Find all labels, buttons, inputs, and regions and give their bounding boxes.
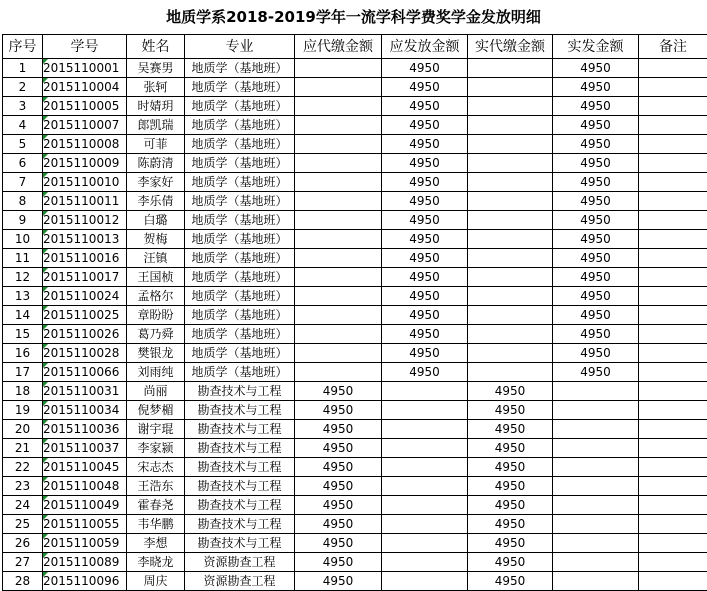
cell-act-issue[interactable] [553, 458, 639, 477]
cell-major[interactable]: 勘查技术与工程 [185, 496, 295, 515]
cell-act-issue[interactable] [553, 572, 639, 591]
cell-due-issue[interactable] [382, 458, 468, 477]
cell-student-id[interactable]: 2015110028 [43, 344, 127, 363]
cell-act-pay[interactable] [468, 135, 553, 154]
cell-due-pay[interactable] [295, 325, 382, 344]
cell-act-issue[interactable] [553, 477, 639, 496]
cell-student-id[interactable]: 2015110037 [43, 439, 127, 458]
cell-act-pay[interactable] [468, 211, 553, 230]
cell-note[interactable] [639, 135, 707, 154]
cell-major[interactable]: 勘查技术与工程 [185, 458, 295, 477]
cell-due-issue[interactable]: 4950 [382, 135, 468, 154]
cell-act-pay[interactable]: 4950 [468, 382, 553, 401]
cell-due-issue[interactable] [382, 382, 468, 401]
cell-name[interactable]: 李想 [127, 534, 185, 553]
cell-act-pay[interactable]: 4950 [468, 439, 553, 458]
cell-due-pay[interactable] [295, 287, 382, 306]
cell-act-issue[interactable] [553, 420, 639, 439]
table-row [3, 344, 707, 363]
cell-name[interactable]: 霍春尧 [127, 496, 185, 515]
cell-major[interactable]: 地质学（基地班） [185, 192, 295, 211]
cell-note[interactable] [639, 268, 707, 287]
cell-due-pay[interactable] [295, 78, 382, 97]
cell-note[interactable] [639, 401, 707, 420]
cell-note[interactable] [639, 97, 707, 116]
cell-act-issue[interactable]: 4950 [553, 287, 639, 306]
cell-due-pay[interactable]: 4950 [295, 420, 382, 439]
cell-no[interactable]: 9 [3, 211, 43, 230]
table-row [3, 515, 707, 534]
cell-due-pay[interactable] [295, 192, 382, 211]
cell-note[interactable] [639, 211, 707, 230]
cell-major[interactable]: 地质学（基地班） [185, 59, 295, 78]
cell-due-pay[interactable] [295, 230, 382, 249]
cell-major[interactable]: 勘查技术与工程 [185, 515, 295, 534]
table-row [3, 496, 707, 515]
cell-student-id[interactable]: 2015110025 [43, 306, 127, 325]
cell-major[interactable]: 地质学（基地班） [185, 154, 295, 173]
cell-note[interactable] [639, 287, 707, 306]
cell-name[interactable]: 葛乃舜 [127, 325, 185, 344]
cell-no[interactable]: 23 [3, 477, 43, 496]
cell-act-issue[interactable] [553, 401, 639, 420]
cell-due-pay[interactable]: 4950 [295, 401, 382, 420]
cell-major[interactable]: 地质学（基地班） [185, 325, 295, 344]
header-name[interactable]: 姓名 [127, 35, 185, 59]
cell-note[interactable] [639, 515, 707, 534]
cell-due-pay[interactable]: 4950 [295, 553, 382, 572]
cell-major[interactable]: 地质学（基地班） [185, 306, 295, 325]
cell-note[interactable] [639, 382, 707, 401]
cell-act-pay[interactable] [468, 173, 553, 192]
cell-student-id[interactable]: 2015110026 [43, 325, 127, 344]
cell-note[interactable] [639, 173, 707, 192]
cell-student-id[interactable]: 2015110016 [43, 249, 127, 268]
cell-act-pay[interactable] [468, 306, 553, 325]
cell-due-pay[interactable]: 4950 [295, 534, 382, 553]
cell-student-id[interactable]: 2015110007 [43, 116, 127, 135]
cell-student-id[interactable]: 2015110011 [43, 192, 127, 211]
cell-name[interactable]: 李家颍 [127, 439, 185, 458]
cell-act-issue[interactable]: 4950 [553, 78, 639, 97]
cell-act-pay[interactable] [468, 154, 553, 173]
cell-student-id[interactable]: 2015110024 [43, 287, 127, 306]
cell-name[interactable]: 刘雨纯 [127, 363, 185, 382]
cell-major[interactable]: 地质学（基地班） [185, 135, 295, 154]
cell-due-issue[interactable]: 4950 [382, 287, 468, 306]
cell-name[interactable]: 李家好 [127, 173, 185, 192]
cell-major[interactable]: 地质学（基地班） [185, 211, 295, 230]
cell-name[interactable]: 孟格尔 [127, 287, 185, 306]
cell-no[interactable]: 1 [3, 59, 43, 78]
cell-no[interactable]: 7 [3, 173, 43, 192]
cell-act-pay[interactable] [468, 59, 553, 78]
table-row [3, 534, 707, 553]
cell-due-pay[interactable] [295, 59, 382, 78]
cell-due-issue[interactable]: 4950 [382, 59, 468, 78]
cell-act-issue[interactable]: 4950 [553, 135, 639, 154]
table-row [3, 59, 707, 78]
cell-name[interactable]: 贺梅 [127, 230, 185, 249]
cell-act-pay[interactable] [468, 268, 553, 287]
cell-name[interactable]: 倪梦楣 [127, 401, 185, 420]
cell-note[interactable] [639, 116, 707, 135]
cell-name[interactable]: 周庆 [127, 572, 185, 591]
cell-act-pay[interactable] [468, 249, 553, 268]
table-row [3, 382, 707, 401]
cell-act-pay[interactable]: 4950 [468, 553, 553, 572]
cell-no[interactable]: 21 [3, 439, 43, 458]
cell-act-issue[interactable]: 4950 [553, 211, 639, 230]
cell-act-pay[interactable] [468, 78, 553, 97]
cell-name[interactable]: 陈蔚清 [127, 154, 185, 173]
cell-due-pay[interactable] [295, 249, 382, 268]
cell-act-issue[interactable]: 4950 [553, 59, 639, 78]
cell-student-id[interactable]: 2015110010 [43, 173, 127, 192]
cell-act-issue[interactable]: 4950 [553, 268, 639, 287]
cell-major[interactable]: 勘查技术与工程 [185, 420, 295, 439]
cell-act-pay[interactable] [468, 116, 553, 135]
table-row [3, 439, 707, 458]
cell-student-id[interactable]: 2015110008 [43, 135, 127, 154]
cell-no[interactable]: 4 [3, 116, 43, 135]
cell-note[interactable] [639, 249, 707, 268]
cell-major[interactable]: 地质学（基地班） [185, 287, 295, 306]
cell-no[interactable]: 5 [3, 135, 43, 154]
header-act-issue[interactable]: 实发金额 [553, 35, 639, 59]
cell-act-pay[interactable] [468, 230, 553, 249]
cell-no[interactable]: 16 [3, 344, 43, 363]
cell-due-issue[interactable]: 4950 [382, 192, 468, 211]
cell-major[interactable]: 地质学（基地班） [185, 249, 295, 268]
cell-student-id[interactable]: 2015110034 [43, 401, 127, 420]
header-note[interactable]: 备注 [639, 35, 707, 59]
cell-act-issue[interactable]: 4950 [553, 154, 639, 173]
cell-due-issue[interactable]: 4950 [382, 78, 468, 97]
cell-due-issue[interactable]: 4950 [382, 249, 468, 268]
scholarship-table [2, 34, 707, 591]
cell-name[interactable]: 尚丽 [127, 382, 185, 401]
cell-no[interactable]: 24 [3, 496, 43, 515]
cell-major[interactable]: 勘查技术与工程 [185, 401, 295, 420]
cell-no[interactable]: 14 [3, 306, 43, 325]
cell-name[interactable]: 李晓龙 [127, 553, 185, 572]
cell-student-id[interactable]: 2015110066 [43, 363, 127, 382]
cell-name[interactable]: 章盼盼 [127, 306, 185, 325]
cell-note[interactable] [639, 553, 707, 572]
cell-act-issue[interactable]: 4950 [553, 325, 639, 344]
table-row [3, 268, 707, 287]
cell-act-pay[interactable]: 4950 [468, 458, 553, 477]
cell-student-id[interactable]: 2015110017 [43, 268, 127, 287]
cell-act-pay[interactable]: 4950 [468, 420, 553, 439]
cell-due-pay[interactable]: 4950 [295, 515, 382, 534]
cell-student-id[interactable]: 2015110031 [43, 382, 127, 401]
cell-name[interactable]: 谢宇琨 [127, 420, 185, 439]
cell-act-issue[interactable] [553, 439, 639, 458]
cell-note[interactable] [639, 344, 707, 363]
cell-due-issue[interactable] [382, 420, 468, 439]
cell-student-id[interactable]: 2015110005 [43, 97, 127, 116]
cell-act-pay[interactable]: 4950 [468, 496, 553, 515]
cell-student-id[interactable]: 2015110012 [43, 211, 127, 230]
table-row [3, 458, 707, 477]
table-row [3, 477, 707, 496]
cell-due-issue[interactable] [382, 401, 468, 420]
cell-note[interactable] [639, 325, 707, 344]
cell-act-issue[interactable]: 4950 [553, 97, 639, 116]
sheet-title: 地质学系2018-2019学年一流学科学费奖学金发放明细 [0, 0, 707, 34]
cell-note[interactable] [639, 230, 707, 249]
cell-major[interactable]: 地质学（基地班） [185, 97, 295, 116]
header-no[interactable]: 序号 [3, 35, 43, 59]
cell-due-issue[interactable]: 4950 [382, 325, 468, 344]
cell-major[interactable]: 地质学（基地班） [185, 173, 295, 192]
cell-student-id[interactable]: 2015110045 [43, 458, 127, 477]
table-row [3, 325, 707, 344]
cell-act-pay[interactable] [468, 192, 553, 211]
cell-due-issue[interactable]: 4950 [382, 230, 468, 249]
cell-act-pay[interactable] [468, 363, 553, 382]
cell-act-pay[interactable]: 4950 [468, 572, 553, 591]
cell-no[interactable]: 12 [3, 268, 43, 287]
cell-no[interactable]: 18 [3, 382, 43, 401]
cell-due-issue[interactable] [382, 439, 468, 458]
cell-no[interactable]: 11 [3, 249, 43, 268]
cell-student-id[interactable]: 2015110004 [43, 78, 127, 97]
cell-major[interactable]: 勘查技术与工程 [185, 534, 295, 553]
cell-due-issue[interactable] [382, 553, 468, 572]
table-row [3, 363, 707, 382]
table-row [3, 249, 707, 268]
cell-name[interactable]: 王国桢 [127, 268, 185, 287]
cell-note[interactable] [639, 439, 707, 458]
header-row [3, 35, 707, 59]
table-row [3, 420, 707, 439]
cell-student-id[interactable]: 2015110013 [43, 230, 127, 249]
cell-major[interactable]: 地质学（基地班） [185, 363, 295, 382]
header-act-pay[interactable]: 实代缴金额 [468, 35, 553, 59]
cell-act-pay[interactable]: 4950 [468, 401, 553, 420]
cell-act-issue[interactable] [553, 496, 639, 515]
cell-note[interactable] [639, 363, 707, 382]
table-row [3, 211, 707, 230]
cell-major[interactable]: 地质学（基地班） [185, 268, 295, 287]
table-row [3, 287, 707, 306]
table-row [3, 306, 707, 325]
cell-act-pay[interactable] [468, 287, 553, 306]
table-row [3, 135, 707, 154]
cell-act-issue[interactable]: 4950 [553, 249, 639, 268]
table-row [3, 230, 707, 249]
cell-student-id[interactable]: 2015110089 [43, 553, 127, 572]
cell-no[interactable]: 28 [3, 572, 43, 591]
cell-due-issue[interactable]: 4950 [382, 211, 468, 230]
cell-name[interactable]: 郎凯瑞 [127, 116, 185, 135]
cell-name[interactable]: 张轲 [127, 78, 185, 97]
cell-due-pay[interactable]: 4950 [295, 572, 382, 591]
table-row [3, 97, 707, 116]
cell-due-pay[interactable]: 4950 [295, 496, 382, 515]
table-row [3, 78, 707, 97]
cell-due-pay[interactable] [295, 116, 382, 135]
table-row [3, 572, 707, 591]
cell-name[interactable]: 吴赛男 [127, 59, 185, 78]
cell-no[interactable]: 25 [3, 515, 43, 534]
cell-name[interactable]: 王浩东 [127, 477, 185, 496]
cell-no[interactable]: 6 [3, 154, 43, 173]
table-row [3, 173, 707, 192]
cell-due-issue[interactable]: 4950 [382, 97, 468, 116]
cell-note[interactable] [639, 534, 707, 553]
header-id[interactable]: 学号 [43, 35, 127, 59]
header-major[interactable]: 专业 [185, 35, 295, 59]
cell-name[interactable]: 李乐倩 [127, 192, 185, 211]
cell-due-issue[interactable] [382, 477, 468, 496]
table-row [3, 192, 707, 211]
cell-note[interactable] [639, 306, 707, 325]
cell-act-issue[interactable]: 4950 [553, 363, 639, 382]
cell-student-id[interactable]: 2015110036 [43, 420, 127, 439]
table-row [3, 553, 707, 572]
cell-note[interactable] [639, 477, 707, 496]
cell-due-issue[interactable] [382, 572, 468, 591]
cell-name[interactable]: 宋志杰 [127, 458, 185, 477]
cell-due-pay[interactable] [295, 344, 382, 363]
cell-due-pay[interactable] [295, 135, 382, 154]
cell-major[interactable]: 勘查技术与工程 [185, 382, 295, 401]
cell-no[interactable]: 17 [3, 363, 43, 382]
cell-act-issue[interactable]: 4950 [553, 230, 639, 249]
cell-due-issue[interactable] [382, 515, 468, 534]
cell-act-pay[interactable]: 4950 [468, 534, 553, 553]
cell-major[interactable]: 地质学（基地班） [185, 116, 295, 135]
cell-name[interactable]: 樊银龙 [127, 344, 185, 363]
cell-due-issue[interactable]: 4950 [382, 363, 468, 382]
cell-name[interactable]: 时婧玥 [127, 97, 185, 116]
cell-due-pay[interactable] [295, 154, 382, 173]
cell-due-pay[interactable] [295, 97, 382, 116]
cell-due-pay[interactable] [295, 268, 382, 287]
cell-due-pay[interactable] [295, 173, 382, 192]
cell-student-id[interactable]: 2015110096 [43, 572, 127, 591]
header-due-pay[interactable]: 应代缴金额 [295, 35, 382, 59]
cell-act-issue[interactable]: 4950 [553, 344, 639, 363]
cell-due-pay[interactable] [295, 211, 382, 230]
cell-act-issue[interactable]: 4950 [553, 173, 639, 192]
table-row [3, 154, 707, 173]
cell-no[interactable]: 27 [3, 553, 43, 572]
cell-note[interactable] [639, 420, 707, 439]
cell-due-pay[interactable]: 4950 [295, 439, 382, 458]
cell-major[interactable]: 地质学（基地班） [185, 230, 295, 249]
cell-due-pay[interactable] [295, 306, 382, 325]
cell-student-id[interactable]: 2015110055 [43, 515, 127, 534]
cell-note[interactable] [639, 78, 707, 97]
cell-act-issue[interactable] [553, 382, 639, 401]
cell-act-pay[interactable]: 4950 [468, 515, 553, 534]
cell-due-pay[interactable]: 4950 [295, 382, 382, 401]
cell-act-pay[interactable] [468, 325, 553, 344]
cell-no[interactable]: 20 [3, 420, 43, 439]
cell-act-pay[interactable] [468, 344, 553, 363]
cell-student-id[interactable]: 2015110059 [43, 534, 127, 553]
cell-note[interactable] [639, 192, 707, 211]
cell-major[interactable]: 地质学（基地班） [185, 344, 295, 363]
cell-act-issue[interactable]: 4950 [553, 192, 639, 211]
cell-act-issue[interactable]: 4950 [553, 306, 639, 325]
cell-name[interactable]: 白璐 [127, 211, 185, 230]
cell-no[interactable]: 2 [3, 78, 43, 97]
cell-act-issue[interactable] [553, 515, 639, 534]
cell-note[interactable] [639, 154, 707, 173]
table-row [3, 116, 707, 135]
cell-due-issue[interactable]: 4950 [382, 173, 468, 192]
cell-student-id[interactable]: 2015110049 [43, 496, 127, 515]
cell-no[interactable]: 15 [3, 325, 43, 344]
cell-act-issue[interactable] [553, 553, 639, 572]
table-row [3, 401, 707, 420]
cell-no[interactable]: 10 [3, 230, 43, 249]
cell-major[interactable]: 资源勘查工程 [185, 572, 295, 591]
cell-due-issue[interactable]: 4950 [382, 306, 468, 325]
cell-major[interactable]: 勘查技术与工程 [185, 439, 295, 458]
cell-no[interactable]: 13 [3, 287, 43, 306]
cell-note[interactable] [639, 496, 707, 515]
cell-no[interactable]: 19 [3, 401, 43, 420]
cell-student-id[interactable]: 2015110001 [43, 59, 127, 78]
cell-no[interactable]: 3 [3, 97, 43, 116]
cell-name[interactable]: 汪镇 [127, 249, 185, 268]
cell-due-pay[interactable] [295, 363, 382, 382]
cell-major[interactable]: 地质学（基地班） [185, 78, 295, 97]
cell-no[interactable]: 8 [3, 192, 43, 211]
cell-note[interactable] [639, 458, 707, 477]
cell-due-issue[interactable]: 4950 [382, 268, 468, 287]
cell-due-pay[interactable]: 4950 [295, 477, 382, 496]
cell-name[interactable]: 可菲 [127, 135, 185, 154]
cell-note[interactable] [639, 59, 707, 78]
cell-due-issue[interactable] [382, 496, 468, 515]
cell-act-pay[interactable] [468, 97, 553, 116]
cell-name[interactable]: 韦华鹏 [127, 515, 185, 534]
cell-due-issue[interactable]: 4950 [382, 116, 468, 135]
header-due-issue[interactable]: 应发放金额 [382, 35, 468, 59]
cell-due-issue[interactable] [382, 534, 468, 553]
cell-act-pay[interactable]: 4950 [468, 477, 553, 496]
cell-student-id[interactable]: 2015110048 [43, 477, 127, 496]
cell-act-issue[interactable] [553, 534, 639, 553]
cell-due-pay[interactable]: 4950 [295, 458, 382, 477]
cell-act-issue[interactable]: 4950 [553, 116, 639, 135]
cell-due-issue[interactable]: 4950 [382, 154, 468, 173]
cell-student-id[interactable]: 2015110009 [43, 154, 127, 173]
cell-major[interactable]: 勘查技术与工程 [185, 477, 295, 496]
cell-no[interactable]: 26 [3, 534, 43, 553]
cell-due-issue[interactable]: 4950 [382, 344, 468, 363]
cell-major[interactable]: 资源勘查工程 [185, 553, 295, 572]
cell-no[interactable]: 22 [3, 458, 43, 477]
cell-note[interactable] [639, 572, 707, 591]
